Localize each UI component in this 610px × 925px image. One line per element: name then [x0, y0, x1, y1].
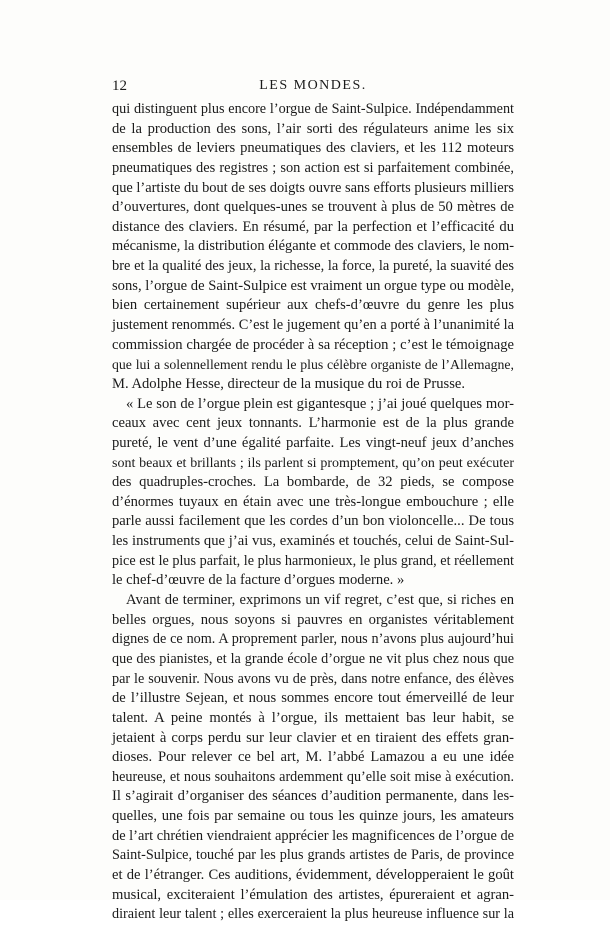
text-line: mécanisme, la distribution élégante et commode des claviers, le nom- [112, 238, 514, 255]
text-line: les instruments que j’ai vus, examinés et touchés, celui de Saint-Sul- [112, 533, 514, 550]
text-line: commission chargée de procéder à sa réception ; c’est le témoignage [112, 336, 514, 353]
text-line: parle aussi facilement que les cordes d’un bon violoncelle... De tous [112, 513, 514, 530]
text-line: M. Adolphe Hesse, directeur de la musique du roi de Prusse. [112, 375, 466, 392]
text-line: que l’artiste du bout de ses doigts ouvre sans efforts plusieurs milliers [112, 179, 514, 196]
text-line: et de l’étranger. Ces auditions, évidemment, développeraient le goût [112, 866, 514, 883]
text-line: Il s’agirait d’organiser des séances d’audition permanente, dans les- [112, 788, 514, 805]
text-line: dioses. Pour relever ce bel art, M. l’abbé Lamazou a eu une idée [112, 749, 514, 766]
text-line: pureté, le vent d’une égalité parfaite. Les vingt-neuf jeux d’anches [112, 434, 514, 451]
text-line: de l’illustre Sejean, et nous sommes encore tout émerveillé de leur [112, 690, 514, 707]
text-line: que des pianistes, et la grande école d’orgue ne vit plus chez nous que [112, 650, 514, 667]
text-line: justement renommés. C’est le jugement qu’en a porté à l’unanimité la [112, 317, 514, 334]
text-line: diraient leur talent ; elles exerceraient la plus heureuse influence sur la [112, 906, 514, 923]
text-line: des quadruples-croches. La bombarde, de 32 pieds, se compose [112, 474, 514, 491]
text-line: sont beaux et brillants ; ils parlent si promptement, qu’on peut exécuter [112, 455, 514, 471]
body-text [112, 100, 514, 925]
text-line: pneumatiques des registres ; son action est si parfaitement combinée, [112, 159, 514, 176]
text-line: Saint-Sulpice, touché par les plus grands artistes de Paris, de province [112, 847, 514, 864]
text-line: musical, exciteraient l’émulation des artistes, épureraient et agran- [112, 886, 514, 903]
text-line: dignes de ce nom. A proprement parler, nous n’avons plus aujourd’hui [112, 631, 514, 648]
running-title: LES MONDES. [259, 78, 367, 93]
text-line: distance des claviers. En résumé, par la perfection et l’efficacité du [112, 218, 514, 235]
text-line: bien certainement supérieur aux chefs-d’œuvre du genre les plus [112, 297, 514, 314]
text-line: sons, l’orgue de Saint-Sulpice est vraiment un orgue type ou modèle, [112, 277, 515, 294]
text-line: « Le son de l’orgue plein est gigantesque ; j’ai joué quelques mor- [126, 395, 514, 412]
text-line: d’énormes tuyaux en étain avec une très-longue embouchure ; elle [112, 493, 514, 510]
text-line: de la production des sons, l’air sorti des régulateurs anime les six [112, 120, 514, 137]
page-header [112, 78, 514, 98]
text-line: de l’art chrétien viendraient apprécier les magnificences de l’orgue de [112, 827, 515, 844]
text-line: ensembles de leviers pneumatiques des claviers, et les 112 moteurs [112, 140, 514, 157]
text-line: talent. A peine montés à l’orgue, ils mettaient bas leur habit, se [112, 709, 514, 726]
page-number: 12 [112, 78, 127, 94]
text-line: quelles, une fois par semaine ou tous les quinze jours, les amateurs [112, 808, 514, 825]
text-line: par le souvenir. Nous avons vu de près, dans notre enfance, des élèves [112, 670, 514, 687]
text-line: que lui a solennellement rendu le plus célèbre organiste de l’Allemagne, [112, 357, 514, 373]
text-line: belles orgues, nous soyons si pauvres en organistes véritablement [112, 611, 514, 628]
text-line: le chef-d’œuvre de la facture d’orgues moderne. » [112, 572, 405, 589]
text-line: d’ouvertures, dont quelques-unes se trouvent à plus de 50 mètres de [112, 199, 514, 216]
text-line: qui distinguent plus encore l’orgue de Saint-Sulpice. Indépendamment [112, 101, 514, 117]
text-line: jetaient à corps perdu sur leur clavier et en tiraient des effets gran- [112, 729, 514, 746]
text-line: heureuse, et nous souhaitons ardemment qu’elle soit mise à exécution. [112, 768, 514, 785]
text-line: Avant de terminer, exprimons un vif regret, c’est que, si riches en [126, 592, 514, 609]
text-line: bre et la qualité des jeux, la richesse, la force, la pureté, la suavité des [112, 258, 514, 275]
text-line: pice est le plus parfait, le plus harmonieux, le plus grand, et réellement [112, 552, 514, 569]
text-line: ceaux avec cent jeux tonnants. L’harmonie est de la plus grande [112, 415, 514, 432]
